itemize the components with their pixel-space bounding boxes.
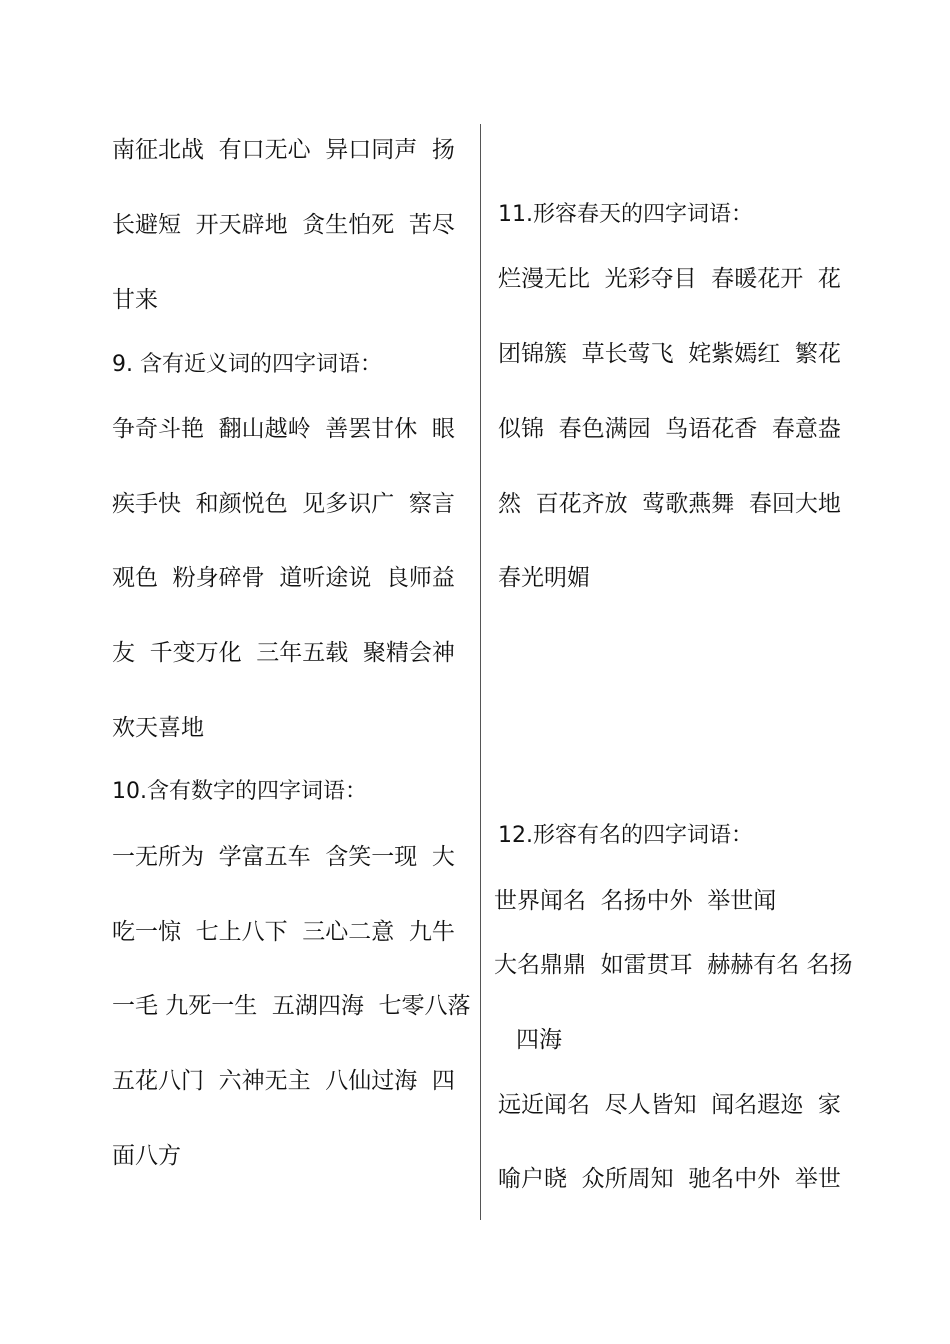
text-line: 面八方 — [112, 1143, 181, 1169]
text-line: 大名鼎鼎 如雷贯耳 赫赫有名 名扬 — [494, 952, 853, 978]
text-line: 甘来 — [112, 287, 158, 313]
section-heading: 12.形容有名的四字词语： — [498, 823, 753, 848]
text-line: 一无所为 学富五车 含笑一现 大 — [112, 844, 455, 870]
text-line: 烂漫无比 光彩夺目 春暖花开 花 — [498, 266, 841, 292]
text-line: 春光明媚 — [498, 565, 590, 591]
text-line: 喻户晓 众所周知 驰名中外 举世 — [498, 1166, 841, 1192]
text-line: 一毛 九死一生 五湖四海 七零八落 — [112, 993, 471, 1019]
text-line: 五花八门 六神无主 八仙过海 四 — [112, 1068, 455, 1094]
text-line: 世界闻名 名扬中外 举世闻 — [494, 888, 777, 914]
text-line: 远近闻名 尽人皆知 闻名遐迩 家 — [498, 1092, 841, 1118]
text-line: 吃一惊 七上八下 三心二意 九牛 — [112, 919, 455, 945]
text-line: 团锦簇 草长莺飞 姹紫嫣红 繁花 — [498, 341, 841, 367]
section-heading: 11.形容春天的四字词语： — [498, 202, 753, 227]
column-divider — [480, 124, 481, 1220]
text-line: 四海 — [516, 1027, 562, 1053]
text-line: 友 千变万化 三年五载 聚精会神 — [112, 640, 455, 666]
text-line: 南征北战 有口无心 异口同声 扬 — [112, 137, 455, 163]
text-line: 争奇斗艳 翻山越岭 善罢甘休 眼 — [112, 416, 455, 442]
text-line: 观色 粉身碎骨 道听途说 良师益 — [112, 565, 455, 591]
text-line: 似锦 春色满园 鸟语花香 春意盎 — [498, 416, 841, 442]
text-line: 疾手快 和颜悦色 见多识广 察言 — [112, 491, 455, 517]
text-line: 欢天喜地 — [112, 715, 204, 741]
text-line: 长避短 开天辟地 贪生怕死 苦尽 — [112, 212, 455, 238]
section-heading: 9. 含有近义词的四字词语： — [112, 352, 382, 377]
section-heading: 10.含有数字的四字词语： — [112, 779, 367, 804]
text-line: 然 百花齐放 莺歌燕舞 春回大地 — [498, 491, 841, 517]
